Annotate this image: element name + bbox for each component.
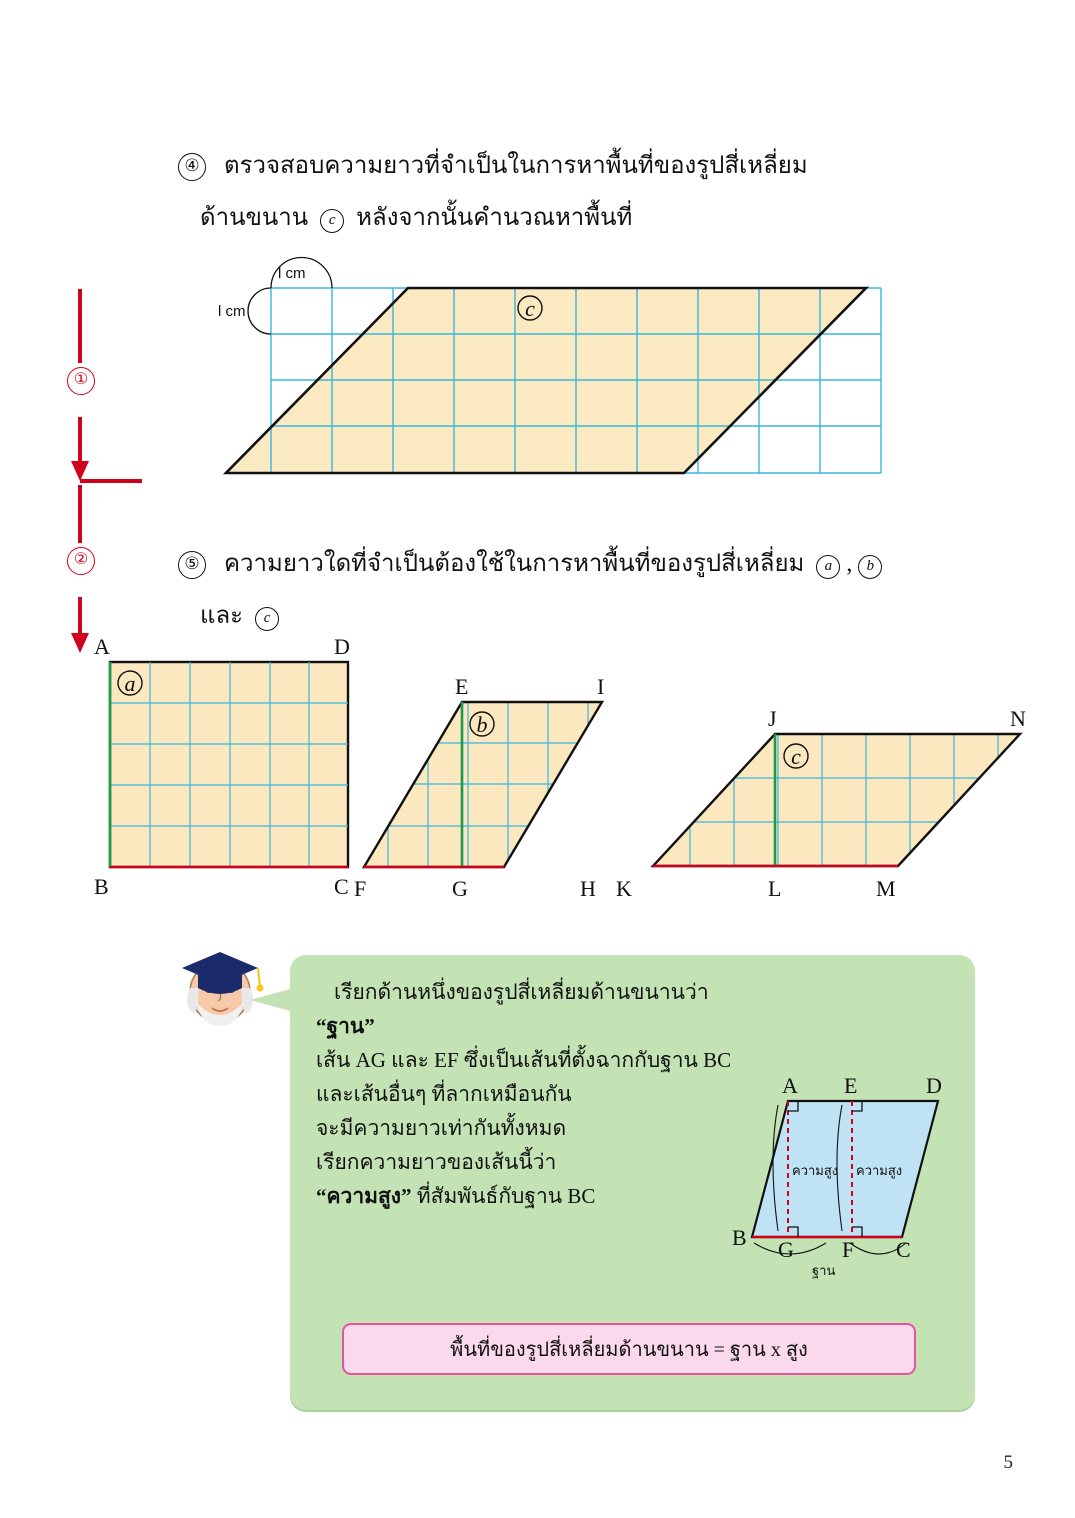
panel-vertex-C: C xyxy=(896,1237,911,1262)
arrow-svg xyxy=(60,285,170,665)
panel-line6b: ที่สัมพันธ์กับฐาน BC xyxy=(411,1184,596,1209)
panel-vertex-B: B xyxy=(732,1225,747,1250)
grid-label-top: l cm xyxy=(278,265,306,282)
speech-tail xyxy=(250,988,294,1012)
panel-line3: และเส้นอื่นๆ ที่ลากเหมือนกัน xyxy=(316,1082,572,1107)
panel-line5: เรียกความยาวของเส้นนี้ว่า xyxy=(316,1150,557,1175)
vertex-K: K xyxy=(616,876,632,901)
panel-vertex-E: E xyxy=(844,1073,858,1098)
question5-line2 xyxy=(200,598,1020,635)
figure-c xyxy=(610,708,1030,908)
vertex-H: H xyxy=(580,876,596,901)
figure-a-label: a xyxy=(124,671,136,696)
panel-line2: เส้น AG และ EF ซึ่งเป็นเส้นที่ตั้งฉากกับฐาน BC xyxy=(316,1048,732,1073)
vertex-A: A xyxy=(94,634,110,659)
panel-line4: จะมีความยาวเท่ากันทั้งหมด xyxy=(316,1116,567,1141)
vertex-B: B xyxy=(94,874,109,899)
panel-vertex-F: F xyxy=(842,1237,855,1262)
arrow-label-2: ② xyxy=(67,547,95,575)
question4-shape-label: c xyxy=(320,209,344,233)
explanation-panel xyxy=(290,955,975,1410)
panel-base-label: ฐาน xyxy=(812,1263,836,1278)
figure-b-label: b xyxy=(476,712,488,737)
question4-text2b: หลังจากนั้นคำนวณหาพื้นที่ xyxy=(356,205,633,231)
arrow-label-1: ① xyxy=(67,367,95,395)
figure-b xyxy=(352,676,642,908)
panel-height-label-2: ความสูง xyxy=(856,1163,903,1178)
panel-diagram xyxy=(730,1075,970,1295)
question4-text2a: ด้านขนาน xyxy=(200,205,309,231)
panel-line1b: “ฐาน” xyxy=(316,1014,375,1039)
panel-vertex-A: A xyxy=(782,1073,798,1098)
vertex-E: E xyxy=(455,674,469,699)
question5-line1 xyxy=(178,546,1058,583)
question4-line2 xyxy=(200,200,1020,237)
question5-label-c: c xyxy=(255,607,279,631)
panel-height-label-1: ความสูง xyxy=(792,1163,839,1178)
question5-label-b: b xyxy=(858,555,882,579)
vertex-I: I xyxy=(597,674,605,699)
vertex-M: M xyxy=(876,876,896,901)
figure-q4 xyxy=(218,258,906,493)
question4-text1: ตรวจสอบความยาวที่จำเป็นในการหาพื้นที่ของรูปสี่เหลี่ยม xyxy=(224,153,808,179)
question5-text2: และ xyxy=(200,603,244,629)
panel-vertex-D: D xyxy=(926,1073,942,1098)
grid-label-side: l cm xyxy=(218,303,246,320)
panel-line6a: “ความสูง” xyxy=(316,1184,412,1209)
figure-c-label: c xyxy=(791,744,801,769)
question4-line1 xyxy=(178,148,998,185)
explanation-text xyxy=(316,975,746,1213)
question5-text1: ความยาวใดที่จำเป็นต้องใช้ในการหาพื้นที่ของรูปสี่เหลี่ยม xyxy=(224,551,805,577)
panel-line1a: เรียกด้านหนึ่งของรูปสี่เหลี่ยมด้านขนานว่า xyxy=(334,980,709,1004)
flow-arrows xyxy=(60,285,170,665)
formula-text: พื้นที่ของรูปสี่เหลี่ยมด้านขนาน = ฐาน x สูง xyxy=(450,1339,808,1361)
figure-q4-label: c xyxy=(525,296,535,321)
figure-a xyxy=(92,636,382,906)
question4-number: ④ xyxy=(178,153,206,181)
vertex-F: F xyxy=(354,876,367,901)
question5-comma: , xyxy=(846,551,853,577)
vertex-L: L xyxy=(768,876,782,901)
panel-vertex-G: G xyxy=(778,1237,794,1262)
formula-box xyxy=(342,1323,916,1375)
vertex-C: C xyxy=(334,874,349,899)
professor-avatar xyxy=(168,940,288,1030)
vertex-G: G xyxy=(452,876,468,901)
vertex-J: J xyxy=(768,706,777,731)
question5-number: ⑤ xyxy=(178,551,206,579)
vertex-D: D xyxy=(334,634,350,659)
question5-label-a: a xyxy=(816,555,840,579)
page-number: 5 xyxy=(1003,1452,1013,1473)
vertex-N: N xyxy=(1010,706,1026,731)
